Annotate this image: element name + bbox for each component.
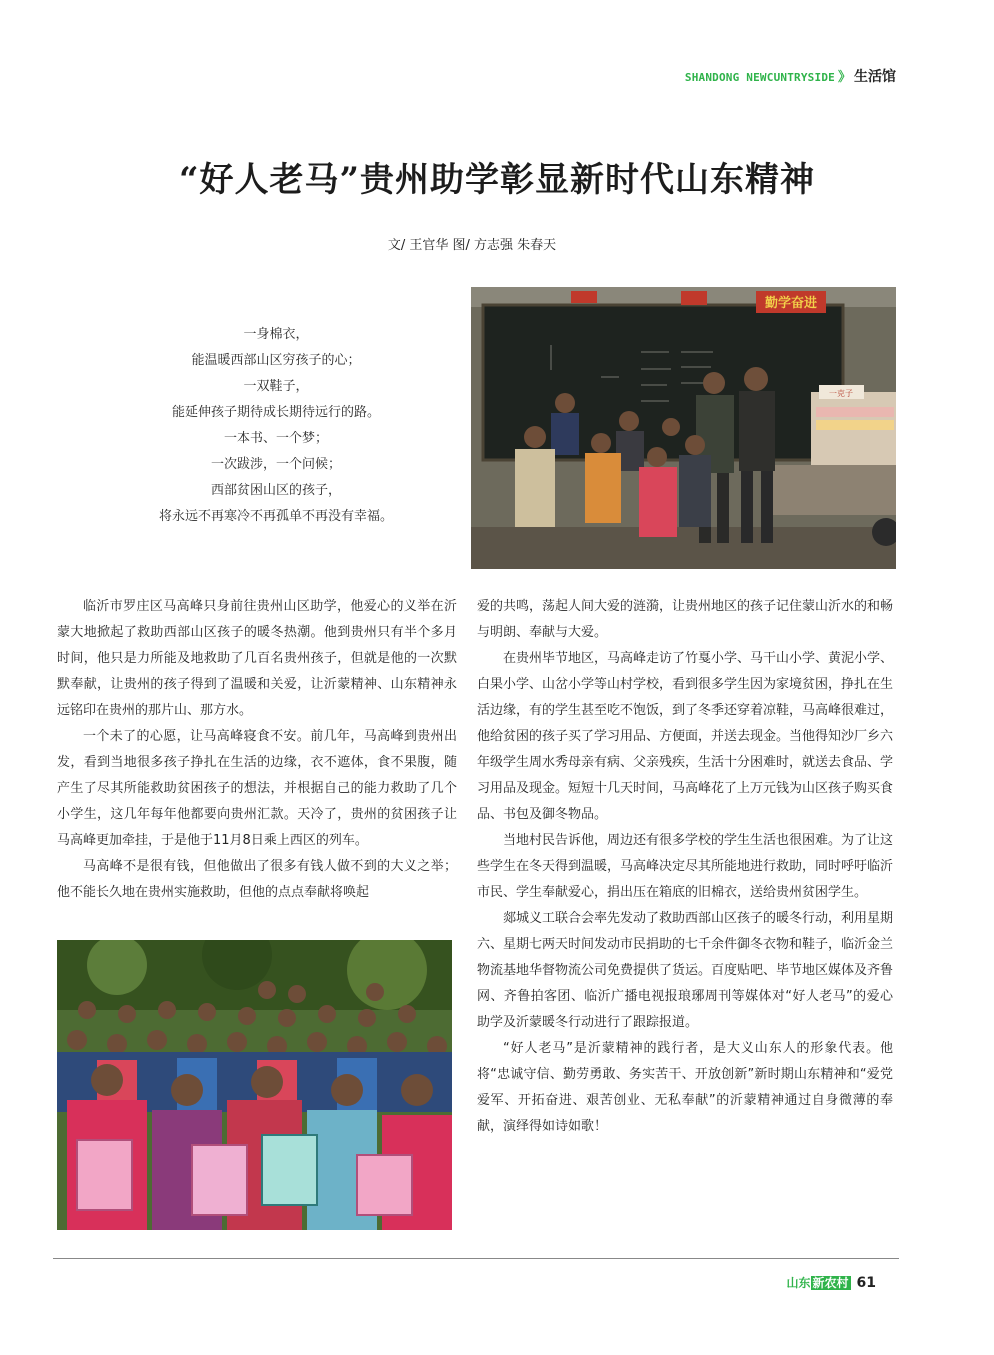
poem-line: 能温暖西部山区穷孩子的心； — [191, 353, 361, 368]
paragraph: 马高峰不是很有钱，但他做出了很多有钱人做不到的大义之举；他不能长久地在贵州实施救助，但他的点点奉献将唤起 — [57, 859, 457, 900]
paragraph: 在贵州毕节地区，马高峰走访了竹戛小学、马干山小学、黄泥小学、白果小学、山岔小学等山村学校，看到很多学生因为家境贫困，挣扎在生活边缘，有的学生甚至吃不饱饭，到了冬季还穿着凉鞋，马高峰很难过，他给贫困的孩子买了学习用品、方便面，并送去现金。当他得知沙厂乡六年级学生周水秀母亲有病、父亲残疾，生活十分困难时，就送去食品、学习用品及现金。短短十几天时间，马高峰花了上万元钱为山区孩子购买食品、书包及御冬物品。 — [477, 651, 894, 822]
classroom-photo-illustration — [471, 287, 896, 569]
box-label: 一克子 — [829, 389, 853, 398]
classroom-banner-text: 勤学奋进 — [764, 296, 818, 311]
paragraph: 临沂市罗庄区马高峰只身前往贵州山区助学，他爱心的义举在沂蒙大地掀起了救助西部山区孩子的暖冬热潮。他到贵州只有半个多月时间，他只是力所能及地救助了几百名贵州孩子，但就是他的一次默默奉献，让贵州的孩子得到了温暖和关爱，让沂蒙精神、山东精神永远铭印在贵州的那片山、那方水。 — [57, 599, 457, 718]
paragraph: 当地村民告诉他，周边还有很多学校的学生生活也很困难。为了让这些学生在冬天得到温暖，马高峰决定尽其所能地进行救助，同时呼吁临沂市民、学生奉献爱心，捐出压在箱底的旧棉衣，送给贵州贫困学生。 — [477, 833, 894, 900]
paragraph: 一个未了的心愿，让马高峰寝食不安。前几年，马高峰到贵州出发，看到当地很多孩子挣扎在生活的边缘，衣不遮体，食不果腹，随产生了尽其所能救助贫困孩子的想法，并根据自己的能力救助了几个小学生，这几年每年他都要向贵州汇款。天冷了，贵州的贫困孩子让马高峰更加牵挂，于是他于11月8日乘上西区的列车。 — [57, 729, 457, 848]
section-name-en: SHANDONG NEWCUNTRYSIDE — [684, 71, 835, 84]
section-name-cn: 生活馆 — [854, 69, 896, 85]
poem-line: 一身棉衣， — [243, 327, 309, 342]
poem-line: 将永远不再寒冷不再孤单不再没有幸福。 — [158, 509, 393, 524]
classroom-photo — [471, 287, 896, 569]
children-photo-illustration — [57, 940, 452, 1230]
article-title: “好人老马”贵州助学彰显新时代山东精神 — [178, 160, 816, 200]
section-header — [685, 66, 896, 86]
poem-line: 一次跋涉，一个问候； — [210, 457, 341, 472]
page-footer — [786, 1274, 876, 1291]
paragraph-continued: 爱的共鸣，荡起人间大爱的涟漪，让贵州地区的孩子记住蒙山沂水的和畅与明朗、奉献与大爱。 — [477, 599, 894, 640]
footer-rule — [53, 1258, 899, 1259]
lead-poem — [70, 322, 482, 530]
brand-prefix: 山东 — [786, 1276, 811, 1290]
article-byline: 文/ 王官华 图/ 方志强 朱春天 — [387, 238, 557, 253]
right-column — [477, 594, 893, 1140]
left-column — [57, 594, 457, 906]
children-photo — [57, 940, 452, 1230]
paragraph: “好人老马”是沂蒙精神的践行者，是大义山东人的形象代表。他将“忠诚守信、勤劳勇敢、务实苦干、开放创新”新时期山东精神和“爱党爱军、开拓奋进、艰苦创业、无私奉献”的沂蒙精神通过自身微薄的奉献，演绎得如诗如歌！ — [477, 1041, 893, 1134]
paragraph: 郯城义工联合会率先发动了救助西部山区孩子的暖冬行动，利用星期六、星期七两天时间发动市民捐助的七千余件御冬衣物和鞋子，临沂金兰物流基地华督物流公司免费提供了货运。百度贴吧、毕节地区媒体及齐鲁网、齐鲁拍客团、临沂广播电视报琅琊周刊等媒体对“好人老马”的爱心助学及沂蒙暖冬行动进行了跟踪报道。 — [477, 911, 894, 1030]
poem-line: 一本书、一个梦； — [223, 431, 328, 446]
poem-line: 西部贫困山区的孩子， — [210, 483, 341, 498]
page-number: 61 — [856, 1274, 876, 1291]
brand-highlight: 新农村 — [812, 1276, 849, 1290]
magazine-brand — [786, 1274, 850, 1291]
section-separator: 》 — [837, 70, 851, 85]
poem-line: 能延伸孩子期待成长期待远行的路。 — [171, 405, 380, 420]
poem-line: 一双鞋子， — [243, 379, 309, 394]
